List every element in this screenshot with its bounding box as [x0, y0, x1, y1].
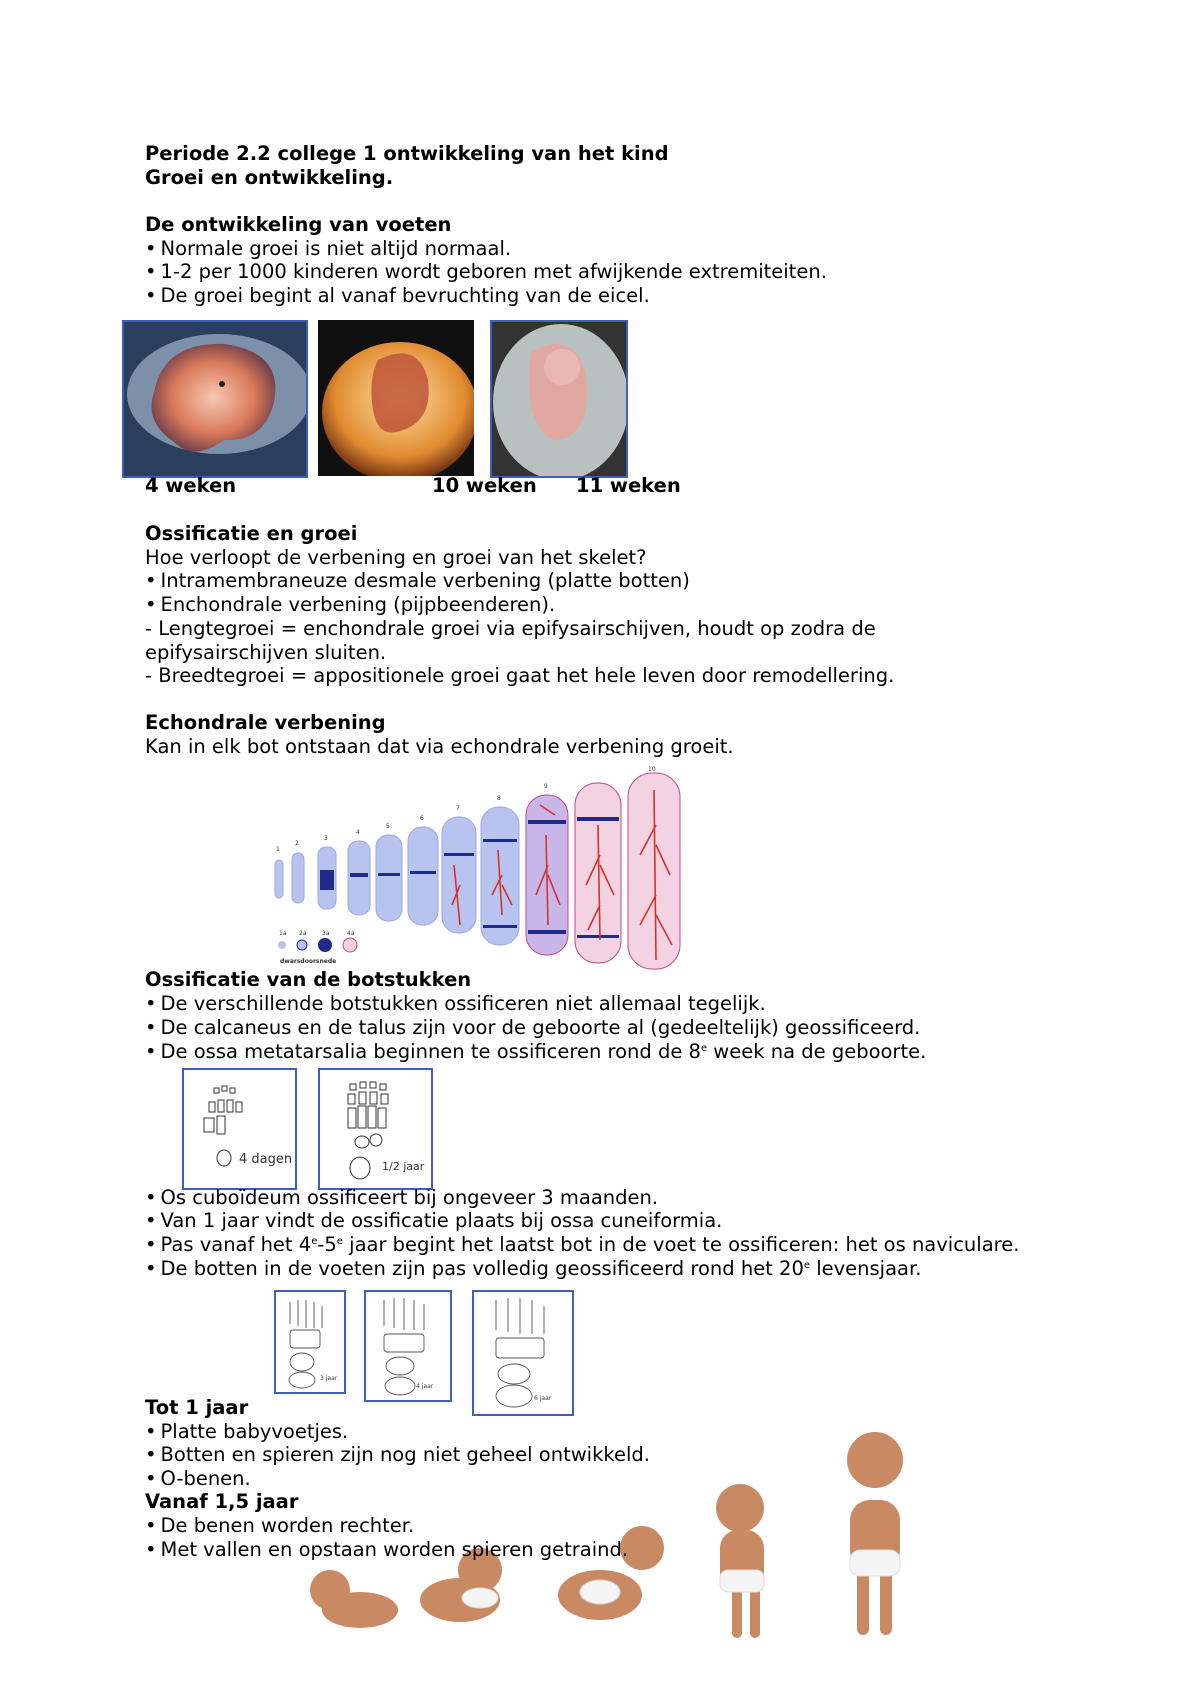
bullet-ossificatie-1: • Intramembraneuze desmale verbening (platte botten): [145, 569, 690, 593]
bullet-botstukken-3-post: week na de geboorte.: [707, 1040, 927, 1063]
bullet-tot1-2: • Botten en spieren zijn nog niet geheel ontwikkeld.: [145, 1443, 650, 1467]
bullet-vanaf15-2: • Met vallen en opstaan worden spieren getraind.: [145, 1538, 628, 1562]
label-4-dagen: 4 dagen: [239, 1152, 293, 1167]
embryo-10-weeks-image: [318, 320, 474, 476]
heading-tot-1-jaar: Tot 1 jaar: [145, 1396, 249, 1419]
heading-botstukken: Ossificatie van de botstukken: [145, 968, 472, 991]
fig-number-1: 1: [276, 846, 280, 853]
legend-2a: 2a: [299, 930, 307, 937]
bullet-voeten-2: • 1-2 per 1000 kinderen wordt geboren met afwijkende extremiteiten.: [145, 260, 827, 284]
bullet-botstukken-7-sup: e: [803, 1260, 811, 1271]
document-subtitle: Groei en ontwikkeling.: [145, 166, 394, 189]
xray-foot-6-jaar: [472, 1290, 574, 1416]
foot-diagram-half-year: [318, 1068, 433, 1190]
caption-4-weken: 4 weken: [145, 474, 237, 497]
bullet-botstukken-6-sup1: e: [311, 1236, 318, 1247]
lengtegroei-line-2: epifysairschijven sluiten.: [145, 641, 387, 664]
echondrale-text: Kan in elk bot ontstaan dat via echondrale verbening groeit.: [145, 735, 734, 758]
heading-echondrale: Echondrale verbening: [145, 711, 386, 734]
fig-number-7: 7: [456, 805, 460, 812]
bullet-vanaf15-1: • De benen worden rechter.: [145, 1514, 414, 1538]
bullet-botstukken-7-post: levensjaar.: [810, 1257, 922, 1280]
bullet-tot1-1: • Platte babyvoetjes.: [145, 1420, 348, 1444]
bullet-tot1-3: • O-benen.: [145, 1467, 251, 1491]
fig-number-2: 2: [295, 840, 299, 847]
bullet-botstukken-3-pre: De ossa metatarsalia beginnen te ossificeren rond de 8: [160, 1040, 701, 1063]
heading-voeten: De ontwikkeling van voeten: [145, 213, 452, 236]
heading-vanaf-1-5-jaar: Vanaf 1,5 jaar: [145, 1490, 299, 1513]
document-title: Periode 2.2 college 1 ontwikkeling van het kind: [145, 142, 669, 165]
lengtegroei-line-1: - Lengtegroei = enchondrale groei via epifysairschijven, houdt op zodra de: [145, 617, 876, 640]
caption-10-weken: 10 weken: [432, 474, 537, 497]
legend-4a: 4a: [347, 930, 355, 937]
heading-ossificatie-groei: Ossificatie en groei: [145, 522, 358, 545]
bullet-botstukken-6-pre: Pas vanaf het 4: [160, 1233, 312, 1256]
bullet-voeten-1: • Normale groei is niet altijd normaal.: [145, 237, 511, 261]
bullet-botstukken-7-pre: De botten in de voeten zijn pas volledig geossificeerd rond het 20: [160, 1257, 804, 1280]
bullet-botstukken-6-mid: -5: [317, 1233, 337, 1256]
breedtegroei-line: - Breedtegroei = appositionele groei gaat het hele leven door remodellering.: [145, 664, 895, 687]
bullet-botstukken-3: [145, 1040, 926, 1064]
bullet-botstukken-1: • De verschillende botstukken ossificeren niet allemaal tegelijk.: [145, 992, 766, 1016]
fig-number-10: 10: [648, 766, 656, 773]
fig-number-5: 5: [386, 823, 390, 830]
xray-foot-4-jaar: [364, 1290, 452, 1402]
fig-number-9: 9: [544, 783, 548, 790]
bullet-botstukken-7: [145, 1257, 921, 1281]
bullet-botstukken-5: • Van 1 jaar vindt de ossificatie plaats bij ossa cuneiformia.: [145, 1209, 722, 1233]
fig-number-6: 6: [420, 815, 424, 822]
fig-number-8: 8: [497, 795, 501, 802]
bullet-botstukken-6: [145, 1233, 1019, 1257]
label-half-jaar: 1/2 jaar: [382, 1160, 425, 1173]
caption-11-weken: 11 weken: [576, 474, 681, 497]
label-4-jaar: 4 jaar: [416, 1383, 434, 1390]
fig-number-4: 4: [356, 829, 360, 836]
label-6-jaar: 6 jaar: [534, 1395, 552, 1402]
xray-foot-3-jaar: [274, 1290, 346, 1394]
legend-1a: 1a: [279, 930, 287, 937]
foot-diagram-4-dagen: [182, 1068, 297, 1190]
bullet-botstukken-2: • De calcaneus en de talus zijn voor de geboorte al (gedeeltelijk) geossificeerd.: [145, 1016, 920, 1040]
bullet-ossificatie-2: • Enchondrale verbening (pijpbeenderen).: [145, 593, 555, 617]
bullet-botstukken-3-sup: e: [700, 1043, 708, 1054]
label-3-jaar: 3 jaar: [320, 1375, 338, 1382]
legend-3a: 3a: [322, 930, 330, 937]
bullet-botstukken-6-sup2: e: [336, 1236, 343, 1247]
embryo-11-weeks-image: [490, 320, 628, 478]
bullet-botstukken-6-post: jaar begint het laatst bot in de voet te ossificeren: het os naviculare.: [342, 1233, 1020, 1256]
bullet-voeten-3: • De groei begint al vanaf bevruchting van de eicel.: [145, 284, 650, 308]
legend-caption: dwarsdoorsnede: [280, 958, 337, 965]
embryo-4-weeks-image: [122, 320, 308, 478]
enchondral-ossification-figure: [270, 765, 690, 973]
fig-number-3: 3: [324, 835, 328, 842]
ossificatie-intro: Hoe verloopt de verbening en groei van het skelet?: [145, 546, 647, 569]
bullet-botstukken-4: • Os cuboïdeum ossificeert bij ongeveer 3 maanden.: [145, 1186, 658, 1210]
